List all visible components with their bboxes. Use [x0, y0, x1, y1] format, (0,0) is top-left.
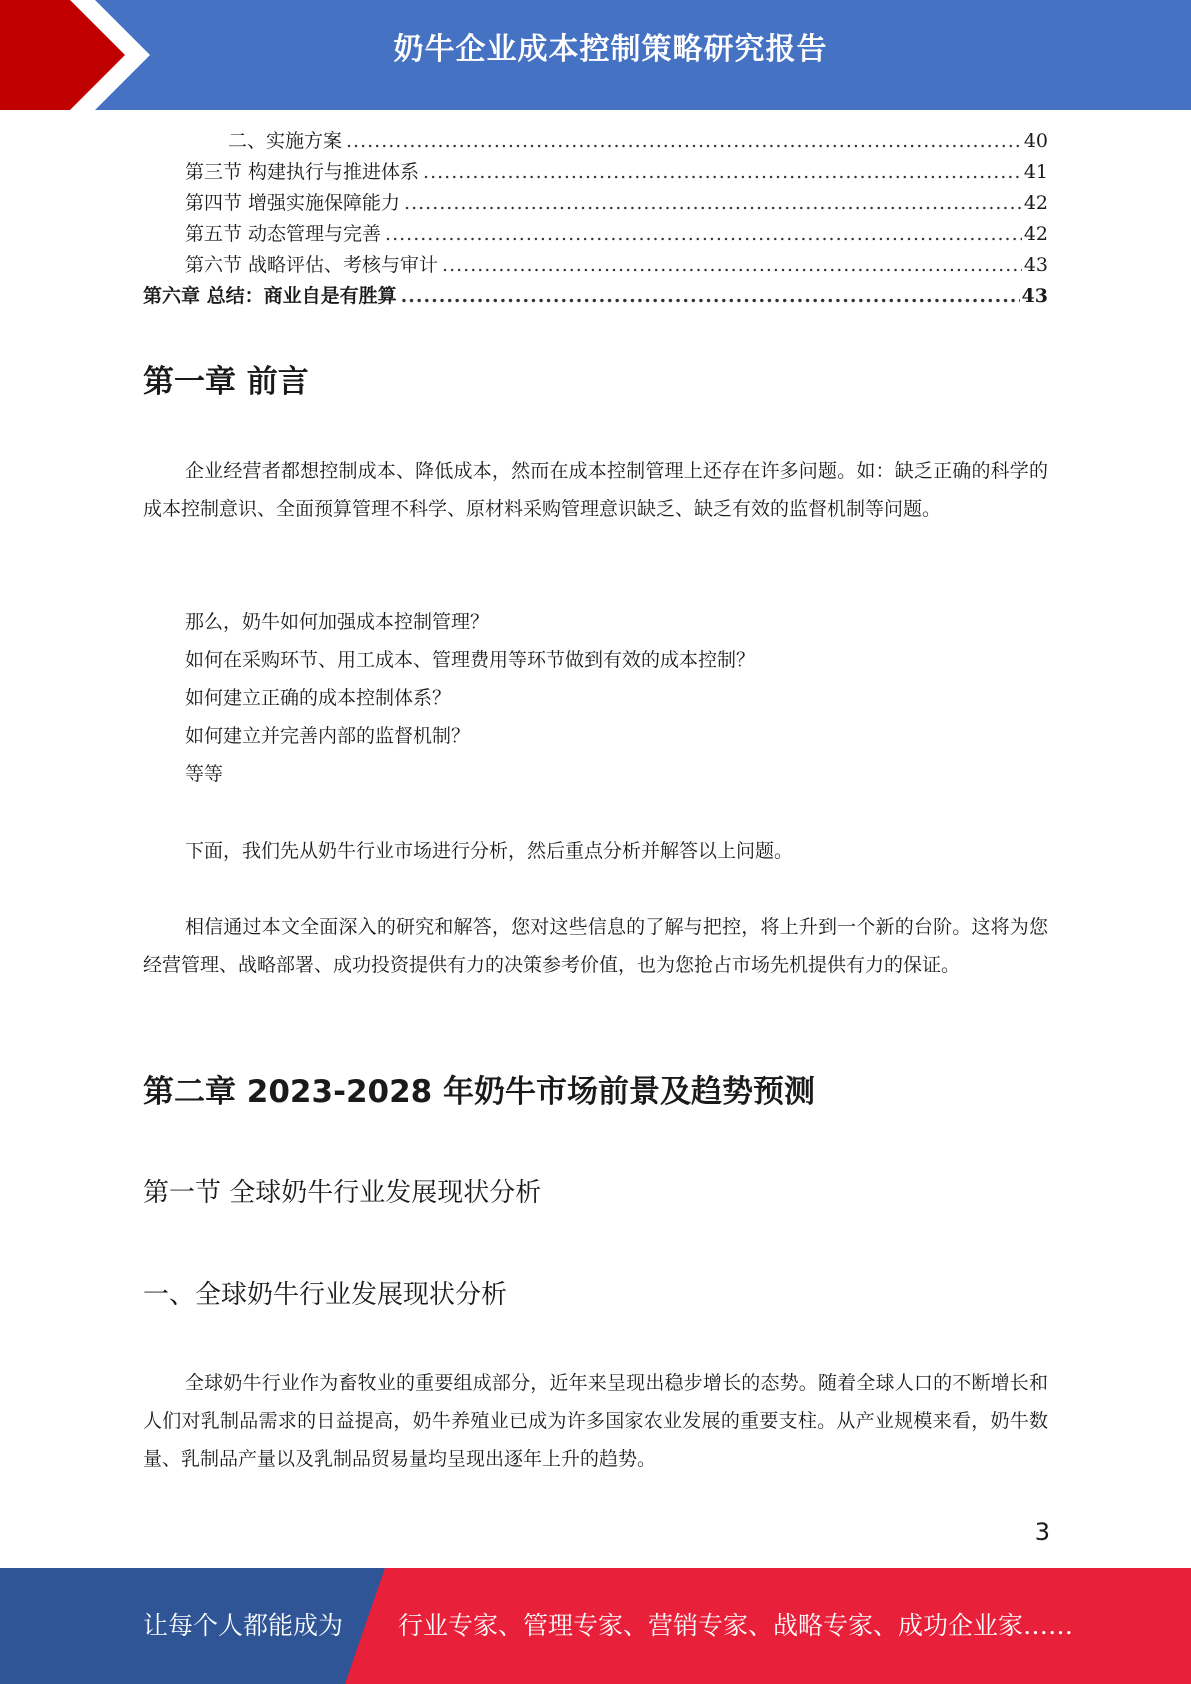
question-item: 等等: [185, 763, 224, 785]
chapter-1-paragraph-2: 下面，我们先从奶牛行业市场进行分析，然后重点分析并解答以上问题。: [185, 840, 794, 862]
chapter-1-heading: 第一章 前言: [143, 364, 309, 400]
page-footer: [0, 1568, 1191, 1684]
chapter-2-paragraph-1: 全球奶牛行业作为畜牧业的重要组成部分，近年来呈现出稳步增长的态势。随着全球人口的不断增长和人们对乳制品需求的日益提高，奶牛养殖业已成为许多国家农业发展的重要支柱。从产业规模来看，奶牛数量、乳制品产量以及乳制品贸易量均呈现出逐年上升的趋势。: [143, 1372, 1048, 1470]
toc-entry[interactable]: [143, 126, 1048, 157]
toc-leader-dots: [346, 126, 1022, 157]
toc-leader-dots: [423, 157, 1022, 188]
page-number: 3: [1034, 1518, 1050, 1546]
toc-entry[interactable]: [143, 250, 1048, 281]
page-header: [0, 0, 1191, 110]
toc-entry-page: 43: [1021, 285, 1048, 307]
question-item: 如何在采购环节、用工成本、管理费用等环节做到有效的成本控制？: [185, 649, 756, 671]
toc-leader-dots: [404, 188, 1022, 219]
section-heading: 第一节 全球奶牛行业发展现状分析: [143, 1178, 542, 1208]
chapter-1-paragraph-3: 相信通过本文全面深入的研究和解答，您对这些信息的了解与把控，将上升到一个新的台阶。这将为您经营管理、战略部署、成功投资提供有力的决策参考价值，也为您抢占市场先机提供有力的保证。: [143, 916, 1048, 976]
toc-entry-label: 第三节 构建执行与推进体系: [185, 161, 420, 183]
toc-entry-page: 42: [1023, 192, 1048, 214]
toc-entry-page: 43: [1023, 254, 1048, 276]
toc-entry-label: 第四节 增强实施保障能力: [185, 192, 401, 214]
chapter-1-paragraph-1: 企业经营者都想控制成本、降低成本，然而在成本控制管理上还存在许多问题。如：缺乏正确的科学的成本控制意识、全面预算管理不科学、原材料采购管理意识缺乏、缺乏有效的监督机制等问题。: [143, 460, 1048, 520]
toc-entry-label: 二、实施方案: [228, 130, 343, 152]
toc-entry-label: 第五节 动态管理与完善: [185, 223, 382, 245]
question-item: 如何建立并完善内部的监督机制？: [185, 725, 471, 747]
document-title: 奶牛企业成本控制策略研究报告: [393, 32, 828, 67]
toc-entry-page: 42: [1023, 223, 1048, 245]
question-item: 那么，奶牛如何加强成本控制管理？: [185, 611, 490, 633]
toc-leader-dots: [401, 281, 1020, 312]
toc-leader-dots: [442, 250, 1022, 281]
toc-entry[interactable]: [143, 188, 1048, 219]
toc-entry-label: 第六章 总结：商业自是有胜算: [143, 285, 397, 307]
footer-slogan-left: 让每个人都能成为: [143, 1611, 344, 1640]
toc-entry-page: 41: [1023, 161, 1048, 183]
toc-leader-dots: [385, 219, 1022, 250]
toc-entry-page: 40: [1023, 130, 1048, 152]
toc-entry[interactable]: [143, 157, 1048, 188]
toc-entry-chapter[interactable]: [143, 281, 1048, 312]
question-item: 如何建立正确的成本控制体系？: [185, 687, 452, 709]
toc-entry[interactable]: [143, 219, 1048, 250]
table-of-contents: [143, 126, 1048, 312]
question-list: [185, 603, 755, 793]
footer-slogan-right: 行业专家、管理专家、营销专家、战略专家、成功企业家……: [398, 1611, 1074, 1640]
toc-entry-label: 第六节 战略评估、考核与审计: [185, 254, 439, 276]
chapter-2-heading: 第二章 2023-2028 年奶牛市场前景及趋势预测: [143, 1074, 816, 1110]
subsection-heading: 一、全球奶牛行业发展现状分析: [143, 1280, 508, 1310]
